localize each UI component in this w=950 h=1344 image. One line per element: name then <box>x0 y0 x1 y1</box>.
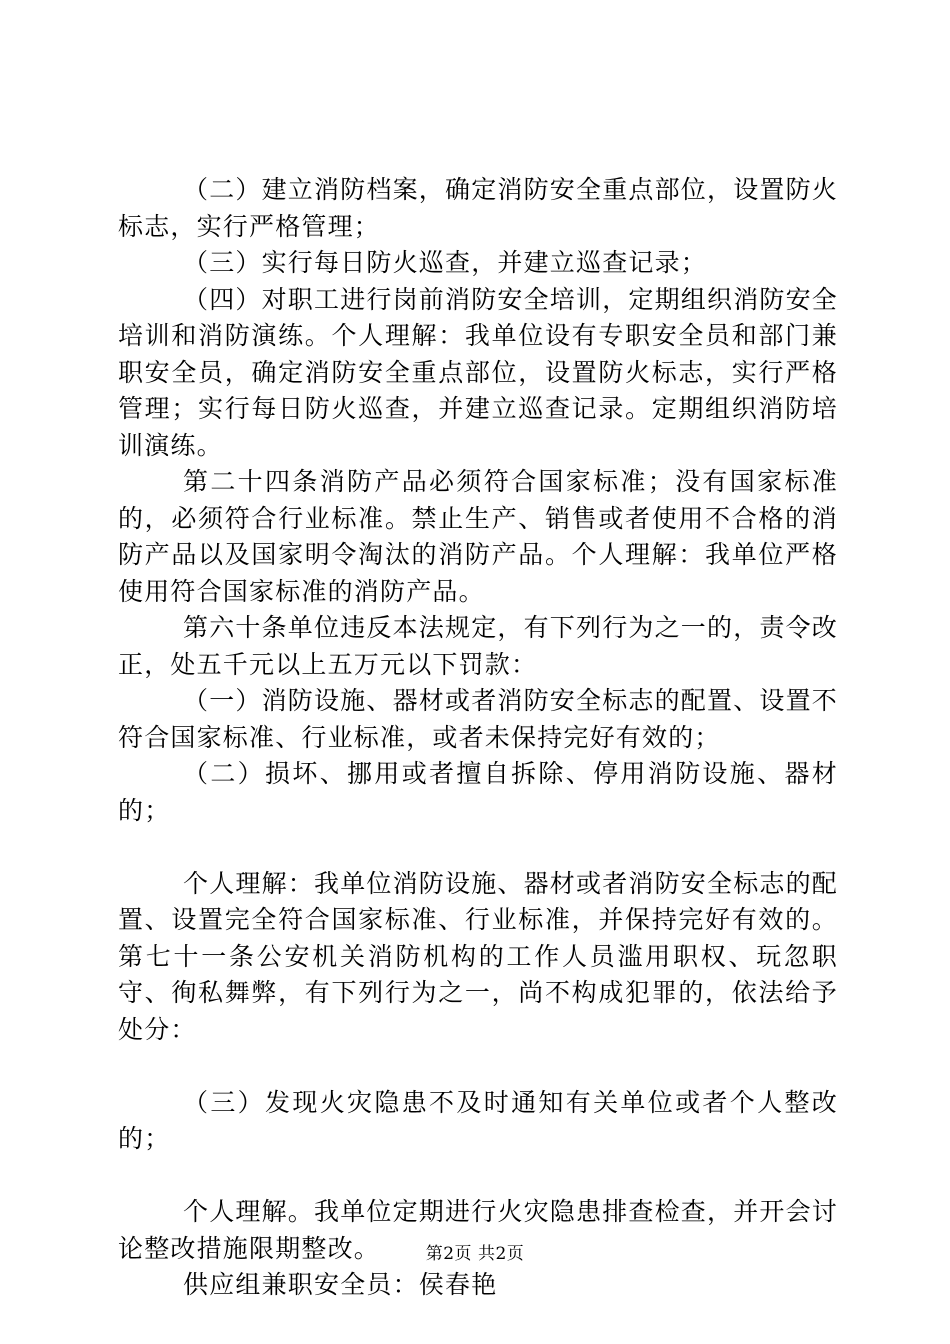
document-body <box>118 172 838 1304</box>
paragraph-understanding-article-71: 个人理解：我单位消防设施、器材或者消防安全标志的配置、设置完全符合国家标准、行业标准，并保持完好有效的。第七十一条公安机关消防机构的工作人员滥用职权、玩忽职守、徇私舞弊，有下列行为之一，尚不构成犯罪的，依法给予处分： <box>118 868 839 1044</box>
paragraph-item-3: （三）实行每日防火巡查，并建立巡查记录； <box>183 248 708 277</box>
signature-line: 供应组兼职安全员：侯春艳 <box>183 1270 498 1299</box>
paragraph-article-60-item-2: （二）损坏、挪用或者擅自拆除、停用消防设施、器材的； <box>118 759 838 825</box>
paragraph-item-2: （二）建立消防档案，确定消防安全重点部位，设置防火标志，实行严格管理； <box>118 175 839 241</box>
paragraph-article-24: 第二十四条消防产品必须符合国家标准；没有国家标准的，必须符合行业标准。禁止生产、销售或者使用不合格的消防产品以及国家明令淘汰的消防产品。个人理解：我单位严格使用符合国家标准的消防产品。 <box>118 467 838 606</box>
paragraph-understanding-hazard: 个人理解。我单位定期进行火灾隐患排查检查，并开会讨论整改措施限期整改。 <box>118 1197 839 1263</box>
page-number-footer: 第2页 共2页 <box>425 1244 525 1264</box>
paragraph-article-71-item-3: （三）发现火灾隐患不及时通知有关单位或者个人整改的； <box>118 1087 838 1153</box>
paragraph-article-60-item-1: （一）消防设施、器材或者消防安全标志的配置、设置不符合国家标准、行业标准，或者未保持完好有效的； <box>118 686 839 752</box>
paragraph-article-60: 第六十条单位违反本法规定，有下列行为之一的，责令改正，处五千元以上五万元以下罚款： <box>118 613 839 679</box>
paragraph-item-4: （四）对职工进行岗前消防安全培训，定期组织消防安全培训和消防演练。个人理解：我单位设有专职安全员和部门兼职安全员，确定消防安全重点部位，设置防火标志，实行严格管理；实行每日防火巡查，并建立巡查记录。定期组织消防培训演练。 <box>118 284 839 460</box>
